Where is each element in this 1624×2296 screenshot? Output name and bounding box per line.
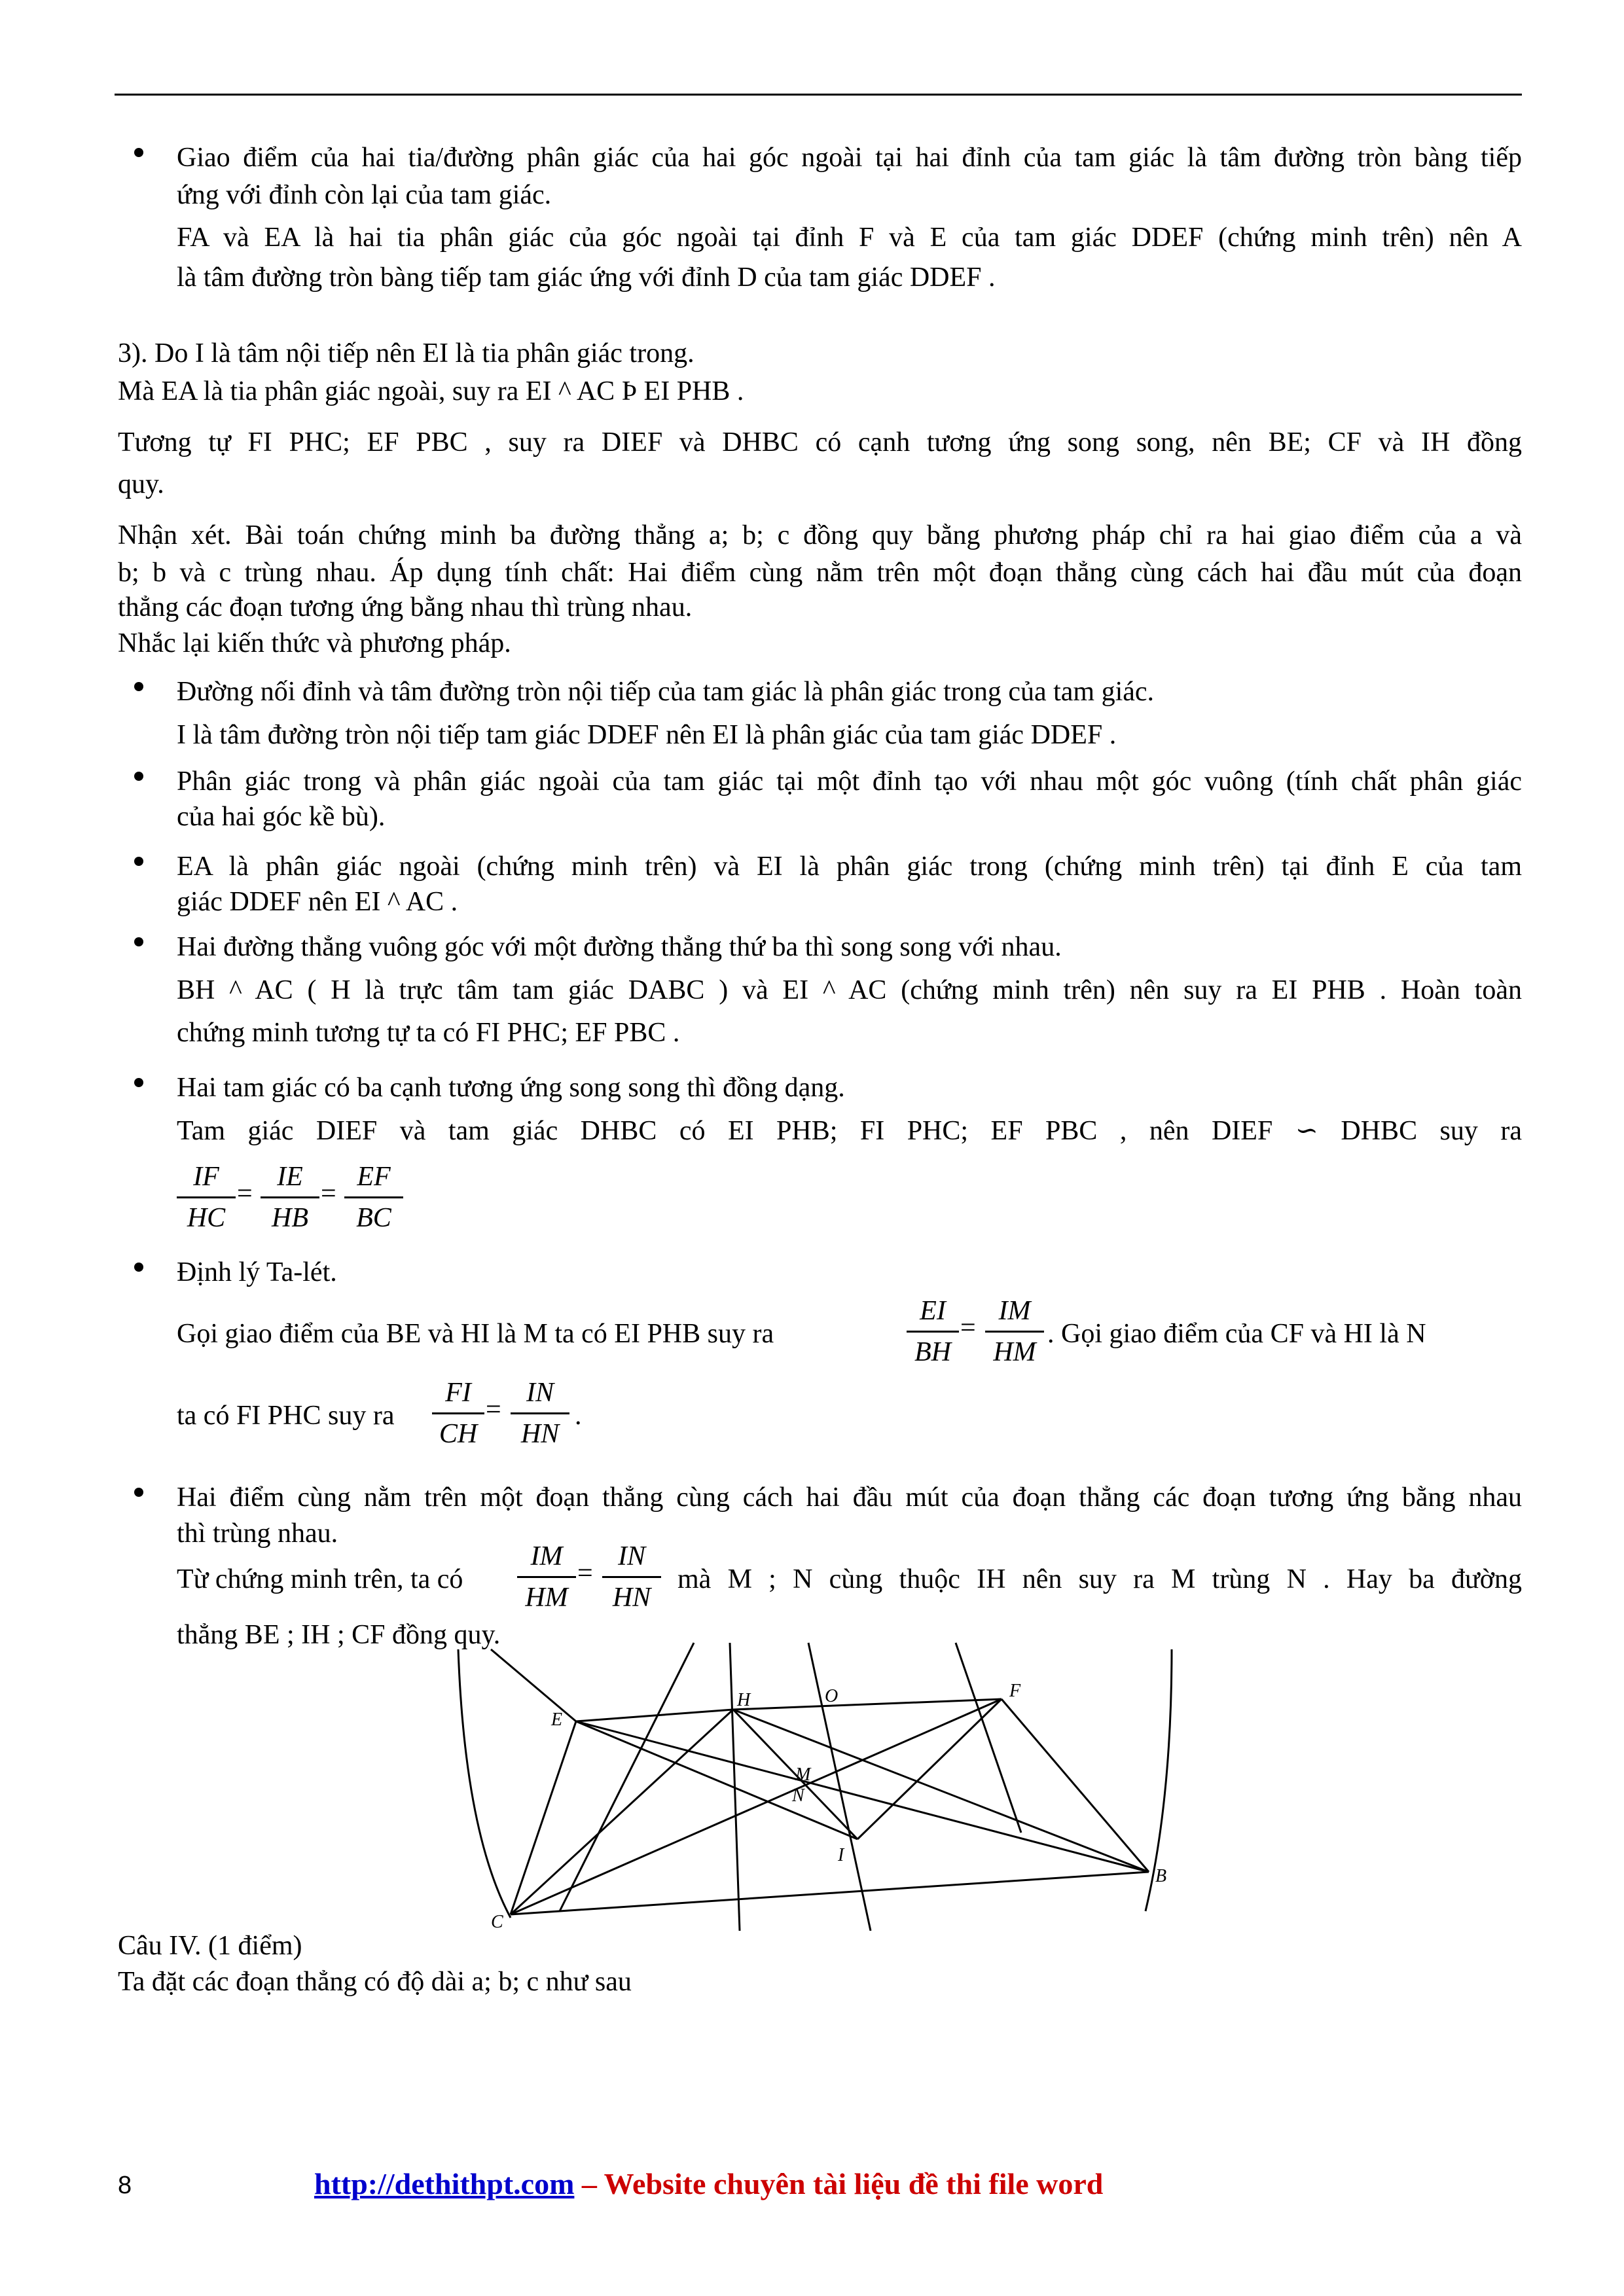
label-M: M xyxy=(795,1765,811,1785)
numerator: IE xyxy=(277,1162,303,1192)
fraction-bar xyxy=(517,1576,576,1578)
segment-CF xyxy=(511,1699,1001,1914)
fraction xyxy=(344,1158,403,1236)
label-O: O xyxy=(825,1686,839,1706)
fraction-bar xyxy=(177,1196,236,1198)
fraction xyxy=(517,1538,576,1616)
label-I: I xyxy=(838,1845,844,1865)
text-line: Đường nối đỉnh và tâm đường tròn nội tiếp của tam giác là phân giác trong của tam giác. xyxy=(177,677,1155,707)
text-line: ứng với đỉnh còn lại của tam giác. xyxy=(177,180,552,210)
line-external-E xyxy=(491,1649,576,1721)
denominator: HM xyxy=(993,1337,1036,1367)
text-line: thẳng BE ; IH ; CF đồng quy. xyxy=(177,1620,501,1650)
text-line: Nhận xét. Bài toán chứng minh ba đường thẳng a; b; c đồng quy bằng phương pháp chỉ ra hai giao điểm của a và xyxy=(118,520,1522,550)
denominator: HC xyxy=(187,1203,226,1233)
footer-tagline: – Website chuyên tài liệu đề thi file word xyxy=(574,2167,1104,2200)
fraction-bar xyxy=(344,1196,403,1198)
equals-sign: = xyxy=(486,1395,501,1425)
equals-sign: = xyxy=(577,1558,593,1588)
text-line: ta có FI PHC suy ra xyxy=(177,1401,395,1431)
denominator: HB xyxy=(272,1203,308,1233)
label-C: C xyxy=(491,1912,503,1931)
text-line: Giao điểm của hai tia/đường phân giác của hai góc ngoài tại hai đỉnh của tam giác là tâm đường tròn bàng tiếp xyxy=(177,143,1522,173)
label-E: E xyxy=(551,1710,563,1730)
bullet xyxy=(134,772,143,781)
section-heading: Câu IV. (1 điểm) xyxy=(118,1931,302,1961)
text-line: là tâm đường tròn bàng tiếp tam giác ứng với đỉnh D của tam giác DDEF . xyxy=(177,262,996,293)
text-line: Hai điểm cùng nằm trên một đoạn thẳng cùng cách hai đầu mút của đoạn thẳng các đoạn tương ứng bằng nhau xyxy=(177,1482,1522,1513)
fraction xyxy=(261,1158,319,1236)
label-F: F xyxy=(1009,1681,1021,1701)
fraction xyxy=(985,1293,1044,1371)
numerator: EI xyxy=(920,1296,946,1326)
label-N: N xyxy=(792,1785,804,1806)
text-line: quy. xyxy=(118,469,164,499)
geometry-figure xyxy=(452,1636,1198,1931)
text-line: Tương tự FI PHC; EF PBC , suy ra DIEF và DHBC có cạnh tương ứng song song, nên BE; CF và IH đồng xyxy=(118,427,1522,457)
text-line: FA và EA là hai tia phân giác của góc ngoài tại đỉnh F và E của tam giác DDEF (chứng minh trên) nên A xyxy=(177,223,1522,253)
text-line: giác DDEF nên EI ^ AC . xyxy=(177,887,458,917)
footer-link[interactable]: http://dethithpt.com xyxy=(314,2167,575,2200)
numerator: EF xyxy=(357,1162,391,1192)
text-line: chứng minh tương tự ta có FI PHC; EF PBC . xyxy=(177,1018,680,1048)
fraction-bar xyxy=(261,1196,319,1198)
header-rule xyxy=(115,94,1522,96)
label-B: B xyxy=(1155,1866,1167,1886)
bullet xyxy=(134,1263,143,1272)
text-line: I là tâm đường tròn nội tiếp tam giác DDEF nên EI là phân giác của tam giác DDEF . xyxy=(177,720,1117,750)
fraction xyxy=(602,1538,661,1616)
text-line: Gọi giao điểm của BE và HI là M ta có EI PHB suy ra xyxy=(177,1319,774,1349)
fraction-bar xyxy=(511,1412,569,1414)
fraction-bar xyxy=(602,1576,661,1578)
segment-EB xyxy=(576,1721,1149,1872)
numerator: IN xyxy=(618,1541,645,1571)
footer xyxy=(314,2166,1103,2201)
denominator: HN xyxy=(612,1583,651,1613)
line-through-O xyxy=(808,1643,871,1931)
text-line: Từ chứng minh trên, ta có xyxy=(177,1564,463,1594)
fraction-bar xyxy=(985,1331,1044,1333)
denominator: HM xyxy=(525,1583,568,1613)
numerator: IN xyxy=(526,1378,554,1408)
bullet xyxy=(134,857,143,866)
text-line: EA là phân giác ngoài (chứng minh trên) và EI là phân giác trong (chứng minh trên) tại đỉnh E của tam xyxy=(177,852,1522,882)
circle-arc-left xyxy=(458,1649,511,1918)
segment-HF xyxy=(733,1699,1001,1710)
bullet xyxy=(134,148,143,157)
text-line: Mà EA là tia phân giác ngoài, suy ra EI ^ AC Þ EI PHB . xyxy=(118,376,744,406)
text-line: thẳng các đoạn tương ứng bằng nhau thì trùng nhau. xyxy=(118,592,693,622)
line-EF-bisector xyxy=(560,1643,694,1911)
numerator: IF xyxy=(193,1162,219,1192)
text-line: mà M ; N cùng thuộc IH nên suy ra M trùng N . Hay ba đường xyxy=(677,1564,1522,1594)
label-H: H xyxy=(737,1690,751,1710)
equals-sign: = xyxy=(321,1179,336,1209)
fraction xyxy=(177,1158,236,1236)
denominator: HN xyxy=(520,1419,560,1449)
text-line: Định lý Ta-lét. xyxy=(177,1257,337,1287)
line-through-F xyxy=(956,1643,1021,1833)
bullet xyxy=(134,682,143,691)
segment-CB xyxy=(511,1872,1149,1914)
bullet xyxy=(134,1488,143,1497)
denominator: CH xyxy=(439,1419,478,1449)
bullet xyxy=(134,937,143,946)
text-line: Tam giác DIEF và tam giác DHBC có EI PHB; FI PHC; EF PBC , nên DIEF ∽ DHBC suy ra xyxy=(177,1116,1522,1146)
page-number: 8 xyxy=(118,2172,132,2199)
text-line: của hai góc kề bù). xyxy=(177,802,386,832)
denominator: BH xyxy=(914,1337,951,1367)
text-line: Nhắc lại kiến thức và phương pháp. xyxy=(118,628,511,658)
text-line: Ta đặt các đoạn thẳng có độ dài a; b; c như sau xyxy=(118,1967,632,1997)
equals-sign: = xyxy=(237,1179,253,1209)
fraction-bar xyxy=(907,1331,959,1333)
numerator: IM xyxy=(530,1541,563,1571)
numerator: IM xyxy=(998,1296,1031,1326)
fraction-bar xyxy=(432,1412,484,1414)
text-line: b; b và c trùng nhau. Áp dụng tính chất: Hai điểm cùng nằm trên một đoạn thẳng cùng cách hai đầu mút của đoạn xyxy=(118,558,1522,588)
text-line: . xyxy=(575,1401,582,1431)
text-line: 3). Do I là tâm nội tiếp nên EI là tia phân giác trong. xyxy=(118,338,695,368)
text-line: . Gọi giao điểm của CF và HI là N xyxy=(1047,1319,1426,1349)
fraction xyxy=(511,1374,569,1452)
text-line: Phân giác trong và phân giác ngoài của tam giác tại một đỉnh tạo với nhau một góc vuông (tính chất phân giác xyxy=(177,766,1522,797)
fraction xyxy=(907,1293,959,1371)
denominator: BC xyxy=(356,1203,391,1233)
text-line: Hai tam giác có ba cạnh tương ứng song song thì đồng dạng. xyxy=(177,1073,845,1103)
fraction xyxy=(432,1374,484,1452)
segment-IF xyxy=(857,1699,1001,1839)
text-line: thì trùng nhau. xyxy=(177,1518,338,1549)
text-line: Hai đường thẳng vuông góc với một đường thẳng thứ ba thì song song với nhau. xyxy=(177,932,1062,962)
segment-FB xyxy=(1001,1699,1149,1872)
equals-sign: = xyxy=(960,1313,976,1343)
bullet xyxy=(134,1078,143,1087)
text-line: BH ^ AC ( H là trực tâm tam giác DABC ) và EI ^ AC (chứng minh trên) nên suy ra EI PHB . Hoàn toàn xyxy=(177,975,1522,1005)
numerator: FI xyxy=(445,1378,471,1408)
